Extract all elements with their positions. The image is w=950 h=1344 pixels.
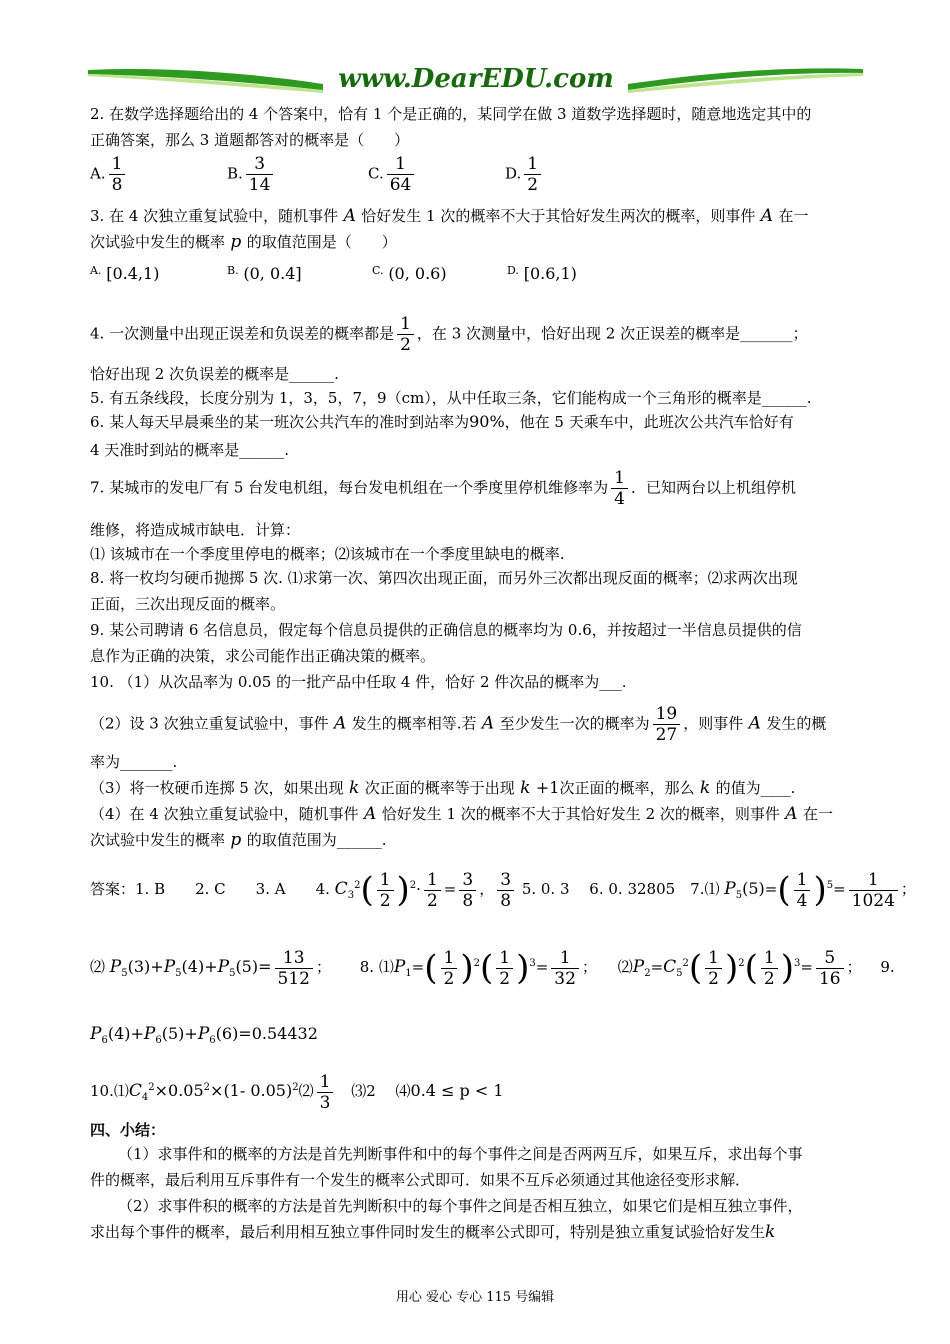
q3-option-a: $^{A.}$ [0.4,1) <box>90 264 160 283</box>
logo-text: www.DearEDU.com <box>338 64 614 94</box>
q7-line1: 7. 某城市的发电厂有 5 台发电机组，每台发电机组在一个季度里停机维修率为 $\frac{1}{4}$ ．已知两台以上机组停机 <box>90 468 797 509</box>
q2-option-d: D. $\frac{1}{2}$ <box>505 154 544 195</box>
q10-part4-line1: （4）在 4 次独立重复试验中，随机事件 A 恰好发生 1 次的概率不大于其恰好发生 2 次的概率，则事件 A 在一 <box>90 804 833 824</box>
answers-line2: ⑵ $P_5(3)+P_5(4)+P_5(5)=$ $\frac{13}{512}$ ； 8. $⑴P_1=$( $\frac{1}{2}$ )$^2$( $\frac{1}{2}$ )$^3$= $\frac{1}{32}$ ； $⑵P_2=C_5^2$( $\frac{1}{2}$ )$^2$( $\frac{1}{2}$ )$^3$= $\frac{5}{16}$ ； 9. <box>90 947 895 989</box>
q3-line2: 次试验中发生的概率 p 的取值范围是（ ） <box>90 232 397 252</box>
answers-line4: $10.⑴C_4^2\times 0.05^2\times(1-$ 0.05)$^2$⑵ $\frac{1}{3}$ ⑶2 ⑷0.4 ≤ p < 1 <box>90 1071 504 1113</box>
q2-option-b: B. $\frac{3}{14}$ <box>227 154 276 195</box>
q10-part2-line1: （2）设 3 次独立重复试验中，事件 A 发生的概率相等.若 A 至少发生一次的概率为 $\frac{19}{27}$ ，则事件 A 发生的概 <box>90 704 827 745</box>
q3-line1: 3. 在 4 次独立重复试验中，随机事件 A 恰好发生 1 次的概率不大于其恰好发生两次的概率，则事件 A 在一 <box>90 206 809 226</box>
q7-line3: ⑴ 该城市在一个季度里停电的概率；⑵该城市在一个季度里缺电的概率. <box>90 545 565 563</box>
summary-p1-line1: （1）求事件和的概率的方法是首先判断事件和中的每个事件之间是否两两互斥，如果互斥，求出每个事 <box>118 1145 803 1163</box>
q7-line2: 维修，将造成城市缺电．计算： <box>90 521 301 539</box>
summary-p2-line2: 求出每个事件的概率，最后利用相互独立事件同时发生的概率公式即可，特别是独立重复试验恰好发生k <box>90 1222 776 1242</box>
summary-title: 四、小结： <box>90 1121 166 1139</box>
summary-p1-line2: 件的概率，最后利用互斥事件有一个发生的概率公式即可．如果不互斥必须通过其他途径变形求解． <box>90 1171 751 1189</box>
q2-line2: 正确答案，那么 3 道题都答对的概率是（ ） <box>90 131 410 149</box>
answers-line1: 答案：1. B 2. C 3. A 4. $C_3^2$( $\frac{1}{2}$ )$^2$· $\frac{1}{2}$ = $\frac{3}{8}$ ， $\frac{3}{8}$ 5. 0. 3 6. 0. 32805 7.⑴ $P_5(5)=$( $\frac{1}{4}$ )$^5$= $\frac{1}{1024}$ ； <box>90 869 916 911</box>
q6-line1: 6. 某人每天早晨乘坐的某一班次公共汽车的准时到站率为90%，他在 5 天乘车中，此班次公共汽车恰好有 <box>90 412 794 431</box>
q10-part3: （3）将一枚硬币连掷 5 次，如果出现 k 次正面的概率等于出现 k +1次正面的概率，那么 k 的值为____. <box>90 778 796 798</box>
q2-option-a: A. $\frac{1}{8}$ <box>90 154 128 195</box>
site-header-banner <box>88 60 863 100</box>
q3-option-b: $^{B.}$ (0, 0.4] <box>227 264 302 283</box>
q5-line: 5. 有五条线段，长度分别为 1，3，5，7，9（cm），从中任取三条，它们能构成一个三角形的概率是______. <box>90 389 812 407</box>
answers-line3: $P_6(4)+P_6(5)+P_6(6)=0.54432$ <box>90 1024 318 1046</box>
q10-part2-line2: 率为_______. <box>90 753 178 771</box>
q8-line2: 正面，三次出现反面的概率。 <box>90 595 286 613</box>
q3-option-c: $^{C.}$ (0, 0.6) <box>372 264 447 283</box>
q8-line1: 8. 将一枚均匀硬币抛掷 5 次. ⑴求第一次、第四次出现正面，而另外三次都出现反面的概率；⑵求两次出现 <box>90 569 798 587</box>
q4-line1: 4. 一次测量中出现正误差和负误差的概率都是 $\frac{1}{2}$ ，在 3 次测量中，恰好出现 2 次正误差的概率是_______； <box>90 314 808 355</box>
q4-line2: 恰好出现 2 次负误差的概率是______. <box>90 365 339 383</box>
q2-line1: 2. 在数学选择题给出的 4 个答案中，恰有 1 个是正确的，某同学在做 3 道数学选择题时，随意地选定其中的 <box>90 105 812 123</box>
q9-line1: 9. 某公司聘请 6 名信息员，假定每个信息员提供的正确信息的概率均为 0.6，并按超过一半信息员提供的信 <box>90 621 802 639</box>
q3-option-d: $^{D.}$ [0.6,1) <box>507 264 577 283</box>
q6-line2: 4 天准时到站的概率是______. <box>90 441 290 459</box>
q10-part4-line2: 次试验中发生的概率 p 的取值范围为______. <box>90 830 387 850</box>
q2-option-c: C. $\frac{1}{64}$ <box>368 154 417 195</box>
q10-part1: 10. （1）从次品率为 0.05 的一批产品中任取 4 件，恰好 2 件次品的概率为___. <box>90 673 627 691</box>
q9-line2: 息作为正确的决策，求公司能作出正确决策的概率。 <box>90 647 436 665</box>
page-footer: 用心 爱心 专心 115 号编辑 <box>395 1290 555 1305</box>
logo-graphic <box>88 60 863 100</box>
summary-p2-line1: （2）求事件积的概率的方法是首先判断积中的每个事件之间是否相互独立，如果它们是相互独立事件， <box>118 1197 803 1215</box>
